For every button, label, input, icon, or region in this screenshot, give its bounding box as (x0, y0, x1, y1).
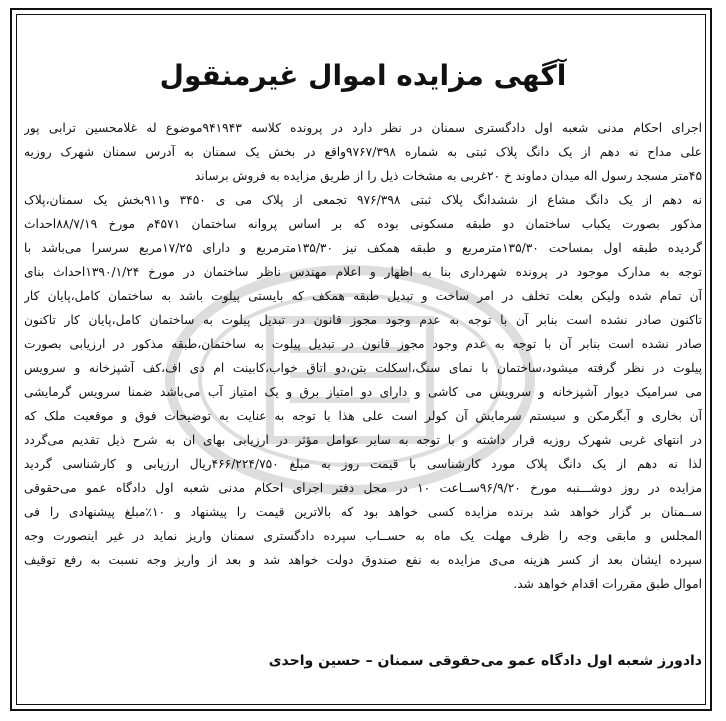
notice-title: آگهی مزایده اموال غیرمنقول (159, 59, 567, 92)
text-line: گردیده طبقه اول بمساحت ۱۳۵/۳۰مترمربع و طبقه همکف نیز ۱۳۵/۳۰مترمربع و دارای ۱۷/۲۵مربع سرسرا می‌باشد با (24, 241, 702, 255)
text-line: صادر نشده است بنابر آن با توجه به عدم وجود مجوز قانون در تبدیل پیلوت به ساختمان،طبقه مذکور در ارزیابی بصورت (24, 337, 702, 351)
text-line: علی مداح نه دهم از یک دانگ پلاک ثبتی به شماره ۹۷۶۷/۳۹۸واقع در بخش یک سمنان به آدرس سمنان شهرک روزیه (24, 145, 702, 159)
text-line: آن تمام شده ولیکن بعلت تخلف در امر ساخت و تبدیل طبقه همکف که بایستی پیلوت باشد به ساختمان کامل،پایان کار (24, 289, 702, 303)
text-line: پیلوت در نظر گرفته میشود،ساختمان با نمای سنگ،اسکلت بتن،دو اتاق خواب،کابینت ام دی اف،کف آشپزخانه و سرویس (24, 361, 702, 375)
text-line: اموال طبق مقررات اقدام خواهد شد. (513, 577, 702, 591)
text-line: مذکور بصورت یکباب ساختمان دو طبقه مسکونی بوده که بر اساس پروانه ساختمان ۴۵۷۱م مورخ ۸۸/۷/۱۹احداث (24, 217, 702, 231)
text-line: ســمنان بر گزار خواهد شد برنده مزایده کسی خواهد بود که بالاترین قیمت را پیشنهاد و ۱۰٪مبلغ پیشنهادی را فی (24, 505, 702, 519)
text-line: ۴۵متر مسجد رسول اله میدان دماوند خ ۲۰غربی به مشخات ذیل را از طریق مزایده به فروش برساند (194, 169, 702, 183)
paragraph-auction-terms (24, 476, 702, 596)
paragraph-intro (24, 116, 702, 188)
text-line: اجرای احکام مدنی شعبه اول دادگستری سمنان در نظر دارد در پرونده کلاسه ۹۴۱۹۴۳موضوع له غلامحسین ترابی پور (24, 121, 702, 135)
text-line: نه دهم از یک دانگ مشاع از ششدانگ پلاک ثبتی ۹۷۶/۳۹۸ تجمعی از پلاک می ی ۳۴۵۰ و۹۱۱بخش یک سمنان،پلاک (24, 193, 702, 207)
text-line: تاکنون صادر نشده است بنابر آن با توجه به عدم وجود مجوز قانون در تبدیل پیلوت به ساختمان کامل،پایان کار تاکنون (24, 313, 702, 327)
text-line: مزایده در روز دوشـــنبه مورخ ۹۶/۹/۲۰ســاعت ۱۰ در محل دفتر اجرای احکام مدنی شعبه اول دادگاه عمو می‌حقوقی (24, 481, 702, 495)
text-line: توجه به مدارک موجود در پرونده شهرداری بنا به اظهار و اعلام مهندس ناظر ساختمان در مورخ ۱۳۹۰/۱/۲۴احداث بنای (24, 265, 702, 279)
notice-body (24, 116, 702, 596)
notice-signature: دادورز شعبه اول دادگاه عمو می‌حقوقی سمنان – حسین واحدی (268, 653, 702, 669)
text-line: المجلس و مابقی وجه را ظرف مهلت یک ماه به حســاب سپرده دادگستری سمنان واریز نماید در غیر اینصورت وجه (24, 529, 702, 543)
text-line: سپرده ایشان بعد از کسر هزینه می‌ی مزایده به نفع صندوق دولت خواهد شد و بعد از واریز وجه نسبت به رفع توقیف (24, 553, 702, 567)
text-line: لذا نه دهم از یک دانگ پلاک مورد کارشناسی با قیمت روز به مبلغ ۴۶۶/۲۲۴/۷۵۰ریال ارزیابی و کارشناسی گردید (24, 457, 702, 471)
paragraph-property-description (24, 188, 702, 476)
text-line: می سرامیک دیوار آشپزخانه و سرویس می کاشی و دارای دو امتیاز برق و یک امتیاز آب می‌باشد ضمنا سرویس گرمایشی (24, 385, 702, 399)
text-line: در انتهای غربی شهرک روزیه قرار داشته و با توجه به سایر عوامل مؤثر در ارزیابی بهای ان به شرح ذیل تقدیم می‌گردد (24, 433, 702, 447)
text-line: آن بخاری و آبگرمکن و سیستم سرمایش آن کولر است علی هذا با توجه به عنایت به توضیحات فوق و موقعیت ملک که (24, 409, 702, 423)
